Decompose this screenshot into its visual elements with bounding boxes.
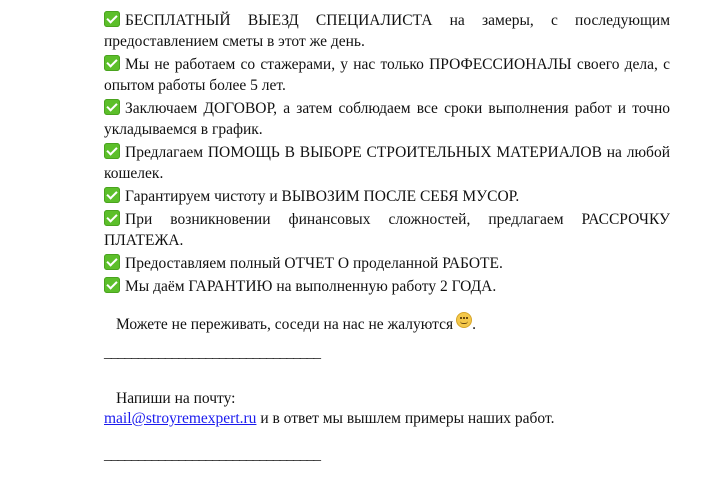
benefit-item	[104, 54, 670, 96]
check-mark-icon	[104, 210, 120, 226]
check-mark-icon	[104, 277, 120, 293]
benefit-text: Предоставляем полный ОТЧЕТ О проделанной РАБОТЕ.	[125, 255, 503, 272]
contact-tail: и в ответ мы вышлем примеры наших работ.	[256, 410, 555, 427]
check-mark-icon	[104, 11, 120, 27]
check-mark-icon	[104, 143, 120, 159]
email-link[interactable]: mail@stroyremexpert.ru	[104, 410, 257, 427]
benefit-item	[104, 253, 670, 274]
check-mark-icon	[104, 254, 120, 270]
contact-line	[104, 409, 554, 429]
benefit-text: Мы не работаем со стажерами, у нас только ПРОФЕССИОНАЛЫ своего дела, с опытом работы более 5 лет.	[104, 56, 670, 94]
contact-label: Напиши на почту:	[116, 390, 236, 407]
reassurance-period: .	[472, 316, 476, 333]
divider-line: ________________________________	[104, 344, 320, 361]
benefit-item	[104, 142, 670, 184]
reassurance-line	[116, 312, 476, 336]
benefit-text: При возникновении финансовых сложностей, предлагаем РАССРОЧКУ ПЛАТЕЖА.	[104, 211, 670, 249]
check-mark-icon	[104, 99, 120, 115]
check-mark-icon	[104, 187, 120, 203]
benefit-text: Заключаем ДОГОВОР, а затем соблюдаем все сроки выполнения работ и точно укладываемся в график.	[104, 100, 670, 138]
benefit-item	[104, 98, 670, 140]
benefit-text: БЕСПЛАТНЫЙ ВЫЕЗД СПЕЦИАЛИСТА на замеры, с последующим предоставлением сметы в этот же день.	[104, 12, 670, 50]
benefit-item	[104, 276, 670, 297]
benefit-item	[104, 10, 670, 52]
benefit-text: Мы даём ГАРАНТИЮ на выполненную работу 2 ГОДА.	[125, 278, 497, 295]
benefit-item	[104, 186, 670, 207]
benefit-text: Гарантируем чистоту и ВЫВОЗИМ ПОСЛЕ СЕБЯ МУСОР.	[125, 188, 520, 205]
benefits-list	[104, 10, 670, 299]
smiling-face-icon	[456, 312, 472, 328]
benefit-text: Предлагаем ПОМОЩЬ В ВЫБОРЕ СТРОИТЕЛЬНЫХ МАТЕРИАЛОВ на любой кошелек.	[104, 144, 670, 182]
benefit-item	[104, 209, 670, 251]
divider-line: ________________________________	[104, 446, 320, 463]
reassurance-text: Можете не переживать, соседи на нас не жалуются	[116, 316, 454, 333]
check-mark-icon	[104, 55, 120, 71]
